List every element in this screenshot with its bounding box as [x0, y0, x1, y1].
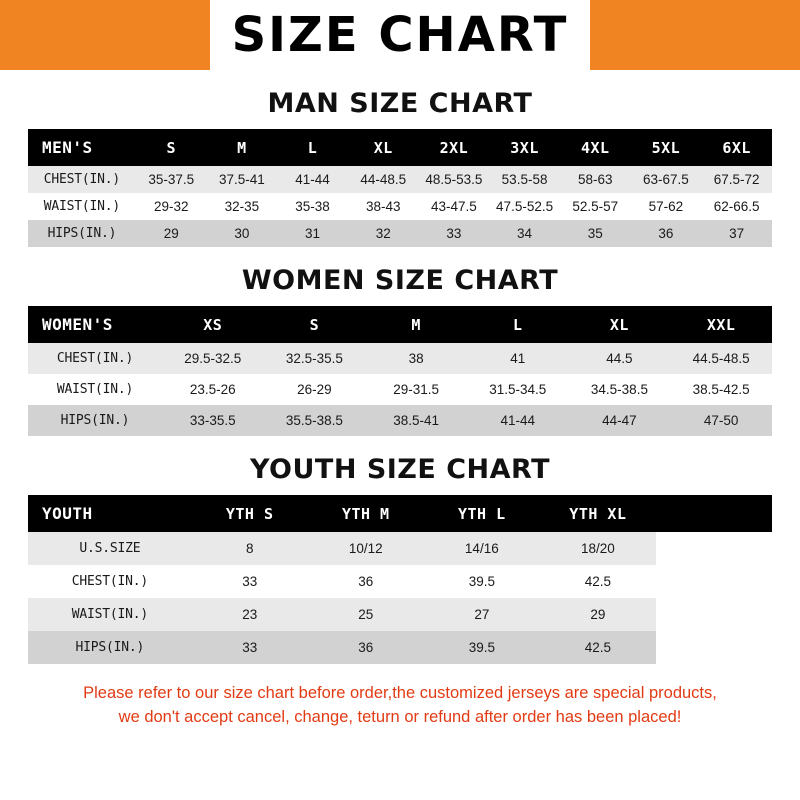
- cell: 41-44: [277, 166, 348, 193]
- table-row: [28, 374, 772, 405]
- row-label: HIPS(IN.): [28, 405, 162, 436]
- cell: 36: [631, 220, 702, 247]
- cell: 18/20: [540, 532, 656, 565]
- column-header-empty: [656, 495, 772, 532]
- women-size-table: [28, 306, 772, 436]
- cell: 35.5-38.5: [264, 405, 366, 436]
- column-header: YTH S: [192, 495, 308, 532]
- page-title: SIZE CHART: [231, 7, 569, 63]
- row-label: CHEST(IN.): [28, 166, 136, 193]
- cell: 38: [365, 343, 467, 374]
- table-row: [28, 166, 772, 193]
- cell: 41-44: [467, 405, 569, 436]
- cell: 23.5-26: [162, 374, 264, 405]
- cell: 35: [560, 220, 631, 247]
- row-label: WAIST(IN.): [28, 374, 162, 405]
- women-section: [0, 265, 800, 436]
- row-label: CHEST(IN.): [28, 565, 192, 598]
- column-header: YTH XL: [540, 495, 656, 532]
- cell: 23: [192, 598, 308, 631]
- cell: 43-47.5: [419, 193, 490, 220]
- cell: 36: [308, 565, 424, 598]
- column-header: L: [277, 129, 348, 166]
- cell: 32-35: [207, 193, 278, 220]
- table-row: [28, 565, 772, 598]
- cell: 35-38: [277, 193, 348, 220]
- column-header: XXL: [670, 306, 772, 343]
- footer-note-line-1: Please refer to our size chart before order,the customized jerseys are special products,: [83, 684, 717, 702]
- men-section: [0, 88, 800, 247]
- column-header: MEN'S: [28, 129, 136, 166]
- column-header: S: [136, 129, 207, 166]
- cell: 36: [308, 631, 424, 664]
- cell: 37: [701, 220, 772, 247]
- table-row: [28, 631, 772, 664]
- men-section-title: MAN SIZE CHART: [267, 88, 533, 119]
- cell: 33-35.5: [162, 405, 264, 436]
- column-header: XL: [348, 129, 419, 166]
- cell: 33: [192, 565, 308, 598]
- cell: 25: [308, 598, 424, 631]
- cell: 42.5: [540, 631, 656, 664]
- cell: 47-50: [670, 405, 772, 436]
- cell: 8: [192, 532, 308, 565]
- column-header: S: [264, 306, 366, 343]
- cell: 62-66.5: [701, 193, 772, 220]
- cell: 67.5-72: [701, 166, 772, 193]
- cell: 32.5-35.5: [264, 343, 366, 374]
- column-header: WOMEN'S: [28, 306, 162, 343]
- cell: 39.5: [424, 565, 540, 598]
- cell-empty: [656, 598, 772, 631]
- table-header-row: [28, 129, 772, 166]
- cell: 39.5: [424, 631, 540, 664]
- cell: 35-37.5: [136, 166, 207, 193]
- cell: 30: [207, 220, 278, 247]
- footer-note-line-2: we don't accept cancel, change, teturn or refund after order has been placed!: [118, 707, 682, 726]
- row-label: WAIST(IN.): [28, 193, 136, 220]
- cell: 48.5-53.5: [419, 166, 490, 193]
- cell: 44-48.5: [348, 166, 419, 193]
- row-label: WAIST(IN.): [28, 598, 192, 631]
- cell: 29: [540, 598, 656, 631]
- column-header: M: [365, 306, 467, 343]
- cell: 63-67.5: [631, 166, 702, 193]
- table-row: [28, 598, 772, 631]
- cell: 32: [348, 220, 419, 247]
- cell: 26-29: [264, 374, 366, 405]
- column-header: XL: [569, 306, 671, 343]
- column-header: YOUTH: [28, 495, 192, 532]
- column-header: M: [207, 129, 278, 166]
- cell: 27: [424, 598, 540, 631]
- table-row: [28, 405, 772, 436]
- cell: 31.5-34.5: [467, 374, 569, 405]
- cell: 14/16: [424, 532, 540, 565]
- cell: 38.5-42.5: [670, 374, 772, 405]
- cell: 29.5-32.5: [162, 343, 264, 374]
- cell: 29-32: [136, 193, 207, 220]
- cell: 44.5: [569, 343, 671, 374]
- row-label: HIPS(IN.): [28, 220, 136, 247]
- column-header: 6XL: [701, 129, 772, 166]
- cell: 38-43: [348, 193, 419, 220]
- row-label: CHEST(IN.): [28, 343, 162, 374]
- cell: 10/12: [308, 532, 424, 565]
- cell: 29-31.5: [365, 374, 467, 405]
- column-header: 5XL: [631, 129, 702, 166]
- column-header: 2XL: [419, 129, 490, 166]
- column-header: 4XL: [560, 129, 631, 166]
- cell: 33: [192, 631, 308, 664]
- header-bar: [0, 0, 800, 70]
- cell-empty: [656, 565, 772, 598]
- cell: 44-47: [569, 405, 671, 436]
- cell-empty: [656, 631, 772, 664]
- column-header: YTH M: [308, 495, 424, 532]
- cell: 29: [136, 220, 207, 247]
- column-header: 3XL: [489, 129, 560, 166]
- table-row: [28, 343, 772, 374]
- column-header: XS: [162, 306, 264, 343]
- men-size-table: [28, 129, 772, 247]
- cell: 37.5-41: [207, 166, 278, 193]
- cell-empty: [656, 532, 772, 565]
- row-label: U.S.SIZE: [28, 532, 192, 565]
- table-header-row: [28, 495, 772, 532]
- cell: 38.5-41: [365, 405, 467, 436]
- cell: 42.5: [540, 565, 656, 598]
- column-header: YTH L: [424, 495, 540, 532]
- footer-note: [0, 682, 800, 730]
- cell: 53.5-58: [489, 166, 560, 193]
- table-row: [28, 532, 772, 565]
- table-header-row: [28, 306, 772, 343]
- cell: 47.5-52.5: [489, 193, 560, 220]
- column-header: L: [467, 306, 569, 343]
- cell: 52.5-57: [560, 193, 631, 220]
- cell: 34: [489, 220, 560, 247]
- cell: 57-62: [631, 193, 702, 220]
- women-section-title: WOMEN SIZE CHART: [241, 265, 559, 296]
- cell: 41: [467, 343, 569, 374]
- cell: 34.5-38.5: [569, 374, 671, 405]
- cell: 58-63: [560, 166, 631, 193]
- table-row: [28, 193, 772, 220]
- youth-section: [0, 454, 800, 664]
- youth-section-title: YOUTH SIZE CHART: [249, 454, 551, 485]
- cell: 33: [419, 220, 490, 247]
- cell: 44.5-48.5: [670, 343, 772, 374]
- youth-size-table: [28, 495, 772, 664]
- cell: 31: [277, 220, 348, 247]
- table-row: [28, 220, 772, 247]
- row-label: HIPS(IN.): [28, 631, 192, 664]
